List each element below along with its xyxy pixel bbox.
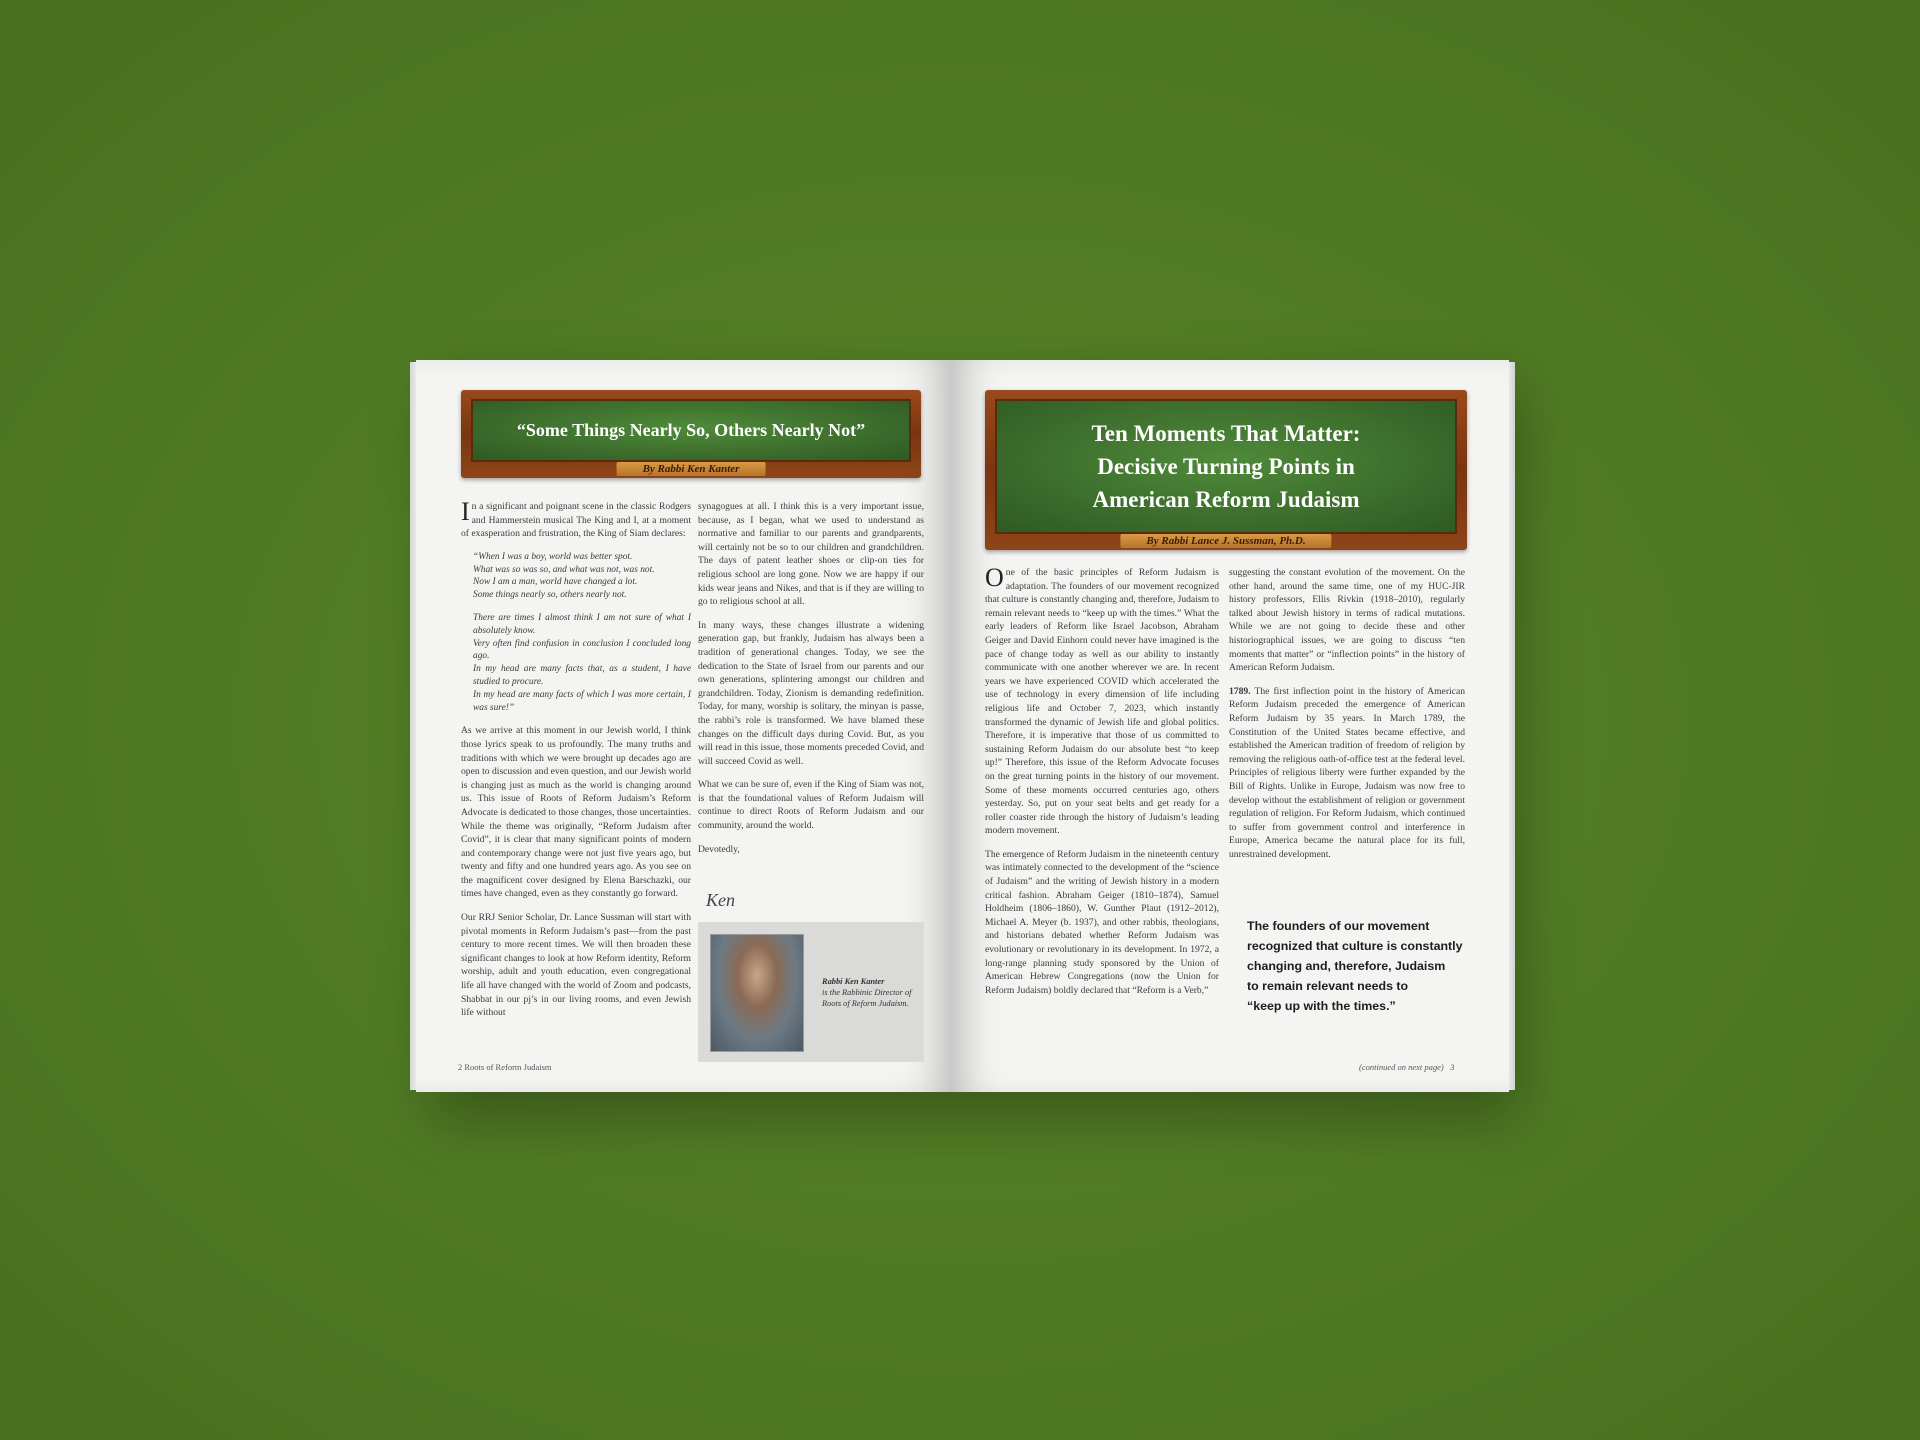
- left-paragraph: What we can be sure of, even if the King of Siam was not, is that the foundational values of Reform Judaism will continue to direct Roots of Reform Judaism and our community, around the world.: [698, 779, 924, 832]
- author-photo-box: [698, 922, 924, 1062]
- left-column-2: [698, 500, 924, 866]
- left-paragraph: In many ways, these changes illustrate a widening generation gap, but frankly, Judaism has always been a tradition of generational changes. Today, we see the dedication to the State of Israel from our parents and our own generations, splintering amongst our children and grandchildren. Today, Zionism is demanding redefinition. Today, for many, worship is solitary, the minyan is passe, the rabbi’s role is transformed. We have blamed these changes on the difficult days during Covid. But, as you will read in this issue, those moments preceded Covid, and will succeed Covid as well.: [698, 619, 924, 767]
- right-title-line: Ten Moments That Matter:: [1091, 421, 1361, 446]
- right-title-line: Decisive Turning Points in: [1097, 454, 1355, 479]
- left-paragraph: synagogues at all. I think this is a very important issue, because, as I began, what we used to understand as normative and familiar to our parents and grandparents, will certainly not be so to our children and grandchildren. The days of patent leather shoes or clip-on ties for religious school are long gone. Now we are happy if our kids wear jeans and Nikes, and that is if they are willing to go to religious school at all.: [698, 501, 924, 608]
- dropcap: O: [985, 563, 1004, 592]
- left-paragraph: Our RRJ Senior Scholar, Dr. Lance Sussman will start with pivotal moments in Reform Judaism’s past—from the past century to more recent times. We will then broaden these significant changes to look at how Reform identity, Reform worship, adult and youth education, even congregational life all have changed with the world of Zoom and podcasts, Shabbat in our pj’s in our living rooms, and even Jewish life without: [461, 912, 691, 1019]
- author-photo: [710, 934, 804, 1052]
- poem-stanza-1: “When I was a boy, world was better spot. What was so was so, and what was not, was not. Now I am a man, world have changed a lot. Some things nearly so, others nearly not.: [473, 551, 655, 601]
- left-byline: By Rabbi Ken Kanter: [617, 462, 766, 476]
- left-title: “Some Things Nearly So, Others Nearly Not”: [516, 420, 866, 440]
- dropcap: I: [461, 497, 470, 526]
- photo-caption: Rabbi Ken Kanter is the Rabbinic Director of Roots of Reform Judaism.: [822, 977, 912, 1008]
- signature: Ken: [706, 890, 735, 910]
- right-title-line: American Reform Judaism: [1092, 487, 1360, 512]
- closing: Devotedly,: [698, 843, 740, 855]
- right-page: [951, 360, 1509, 1092]
- left-column-1: In a significant and poignant scene in the classic Rodgers and Hammerstein musical The King and I, at a moment of exasperation and frustration, the King of Siam declares: “When I was a boy, world was better spot. What was so was so, and what was not, was not. Now I am a man, world have changed a lot. Some things nearly so, others nearly not. There are times I almost think I am not sure of what I absolutely know. Very often find confusion in conclusion I concluded long ago. In my head are many facts that, as a student, I have studied to procure. In my head are many facts of which I was more certain, I was sure!” As we arrive at this moment in our Jewish world, I think those lyrics speak to us profoundly. The many truths and traditions with which we were brought up decades ago are open to discussion and even question, and our Jewish world is changing just as much as the world is changing around us. This issue of Roots of Reform Judaism’s Reform Advocate is dedicated to those changes, those uncertainties. While the theme was originally, “Reform Judaism after Covid”, it is clear that many significant points of modern and contemporary change were not just five years ago, but twenty and fifty and one hundred years ago. As you see on the magnificent cover designed by Elena Barschazki, our times have changed, even as they constantly go forward. Our RRJ Senior Scholar, Dr. Lance Sussman will start with pivotal moments in Reform Judaism’s past—from the past century to more recent times. We will then broaden these significant changes to look at how Reform identity, Reform worship, adult and youth education, even congregational life all have changed with the world of Zoom and podcasts, Shabbat in our pj’s in our living rooms, and even Jewish life without: [461, 497, 691, 1019]
- year-heading: 1789.: [1229, 685, 1251, 697]
- right-paragraph: The emergence of Reform Judaism in the nineteenth century was intimately connected to the development of the “science of Judaism” and the writing of Jewish history in a modern critical fashion. Abraham Geiger (1810–1874), Samuel Holdheim (1806–1860), W. Gunther Plaut (1912–2012), Michael A. Meyer (b. 1937), and other rabbis, theologians, and historians debated whether Reform Judaism was evolutionary or revolutionary in its development. In 1972, a long-range planning study sponsored by the Union of American Hebrew Congregations (now the Union for Reform Judaism) boldly declared that “Reform is a Verb,”: [985, 848, 1219, 996]
- right-column-2: suggesting the constant evolution of the movement. On the other hand, around the same time, one of my HUC-JIR history professors, Ellis Rivkin (1918–2010), regularly talked about Jewish history in terms of radical mutations. While we are not going to decide these and other historiographical issues, we are going to discuss “ten moments that matter” or “inflection points” in the history of American Reform Judaism. 1789. The first inflection point in the history of American Reform Judaism preceded the emergence of American Reform Judaism by 35 years. In March 1789, the Constitution of the United States became effective, and established the American tradition of freedom of religion by removing the religious oath-of-office test at the federal level. Principles of religious liberty were further expanded by the Bill of Rights. Unlike in Europe, Judaism was now free to develop without the establishment of religion or government regulation of religion. For Reform Judaism, which continued to suffer from government control and interference in Europe, America became the natural place for its full, unrestrained development.: [1229, 567, 1465, 860]
- page-number: 3: [1450, 1062, 1455, 1072]
- right-byline: By Rabbi Lance J. Sussman, Ph.D.: [1120, 534, 1331, 548]
- left-footer: 2 Roots of Reform Judaism: [458, 1062, 552, 1072]
- left-title-chalkboard: [461, 390, 921, 478]
- left-paragraph: As we arrive at this moment in our Jewish world, I think those lyrics speak to us profoundly. The many truths and traditions with which we were brought up decades ago are open to discussion and even question, and our Jewish world is changing just as much as the world is changing around us. This issue of Roots of Reform Judaism’s Reform Advocate is dedicated to those changes, those uncertainties. While the theme was originally, “Reform Judaism after Covid”, it is clear that many significant points of modern and contemporary change were not just five years ago, but twenty and fifty and one hundred years ago. As you see on the magnificent cover designed by Elena Barschazki, our times have changed, even as they constantly go forward.: [461, 725, 691, 900]
- left-page: [416, 360, 951, 1092]
- right-title-chalkboard: [985, 390, 1467, 550]
- right-column-1: One of the basic principles of Reform Judaism is adaptation. The founders of our movement recognized that culture is constantly changing and, therefore, Judaism to remain relevant needs to “keep up with the times.” What the early leaders of Reform like Israel Jacobson, Abraham Geiger and David Einhorn could never have imagined is the pace of change today as well as our ability to instantly communicate with one another wherever we are. In recent years we have experienced COVID which accelerated the use of technology in every dimension of life including religious life and October 7, 2023, which instantly transformed the dynamic of Jewish life and global politics. Therefore, it is imperative that those of us committed to sustaining Reform Judaism do our absolute best “to keep up!” Therefore, this issue of the Reform Advocate focuses on the great turning points in the history of our movement. Some of these moments occurred centuries ago, others yesterday. So, put on your seat belts and get ready for a roller coaster ride through the history of Judaism’s leading modern movement. The emergence of Reform Judaism in the nineteenth century was intimately connected to the development of the “science of Judaism” and the writing of Jewish history in a modern critical fashion. Abraham Geiger (1810–1874), Samuel Holdheim (1806–1860), W. Gunther Plaut (1912–2012), Michael A. Meyer (b. 1937), and other rabbis, theologians, and historians debated whether Reform Judaism was evolutionary or revolutionary in its development. In 1972, a long-range planning study sponsored by the Union of American Hebrew Congregations (now the Union for Reform Judaism) boldly declared that “Reform is a Verb,”: [985, 563, 1219, 996]
- poem-stanza-2: There are times I almost think I am not sure of what I absolutely know. Very often find confusion in conclusion I concluded long ago. In my head are many facts that, as a student, I have studied to procure. In my head are many facts of which I was more certain, I was sure!”: [473, 612, 691, 713]
- pull-quote: The founders of our movement recognized that culture is constantly changing and, therefore, Judaism to remain relevant needs to “keep up with the times.”: [1247, 919, 1463, 1013]
- continued-note: (continued on next page) 3: [1359, 1062, 1455, 1072]
- right-paragraph: suggesting the constant evolution of the movement. On the other hand, around the same time, one of my HUC-JIR history professors, Ellis Rivkin (1918–2010), regularly talked about Jewish history in terms of radical mutations. While we are not going to decide these and other historiographical issues, we are going to discuss “ten moments that matter” or “inflection points” in the history of American Reform Judaism.: [1229, 567, 1465, 674]
